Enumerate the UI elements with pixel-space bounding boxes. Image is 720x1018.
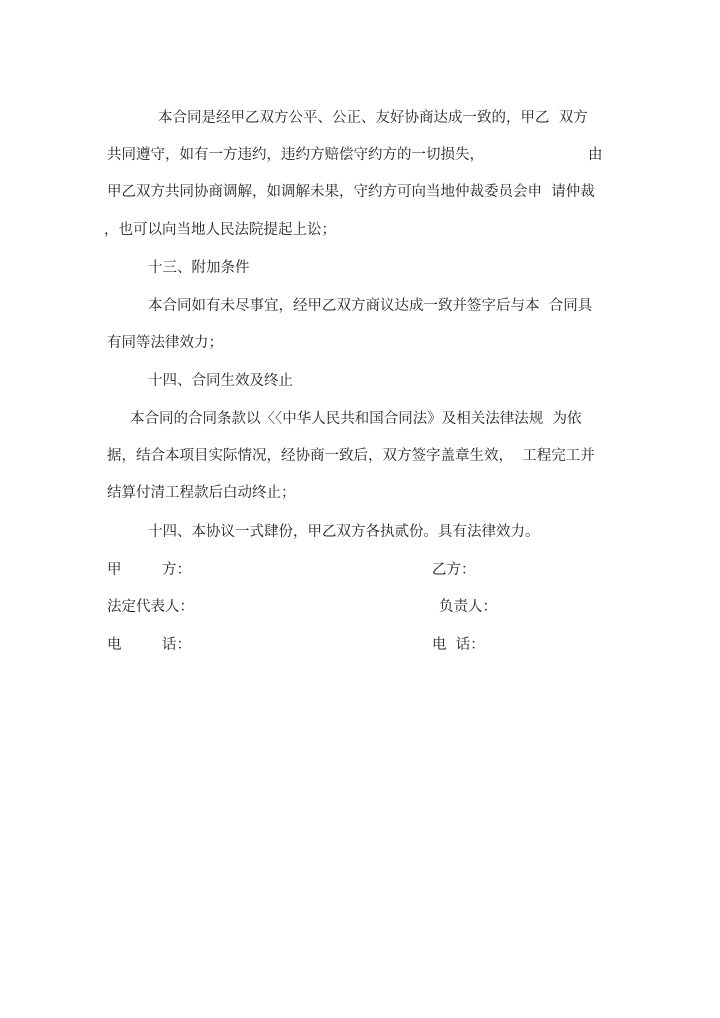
phone-a-label-1: 电 xyxy=(107,637,122,653)
section-13-line-2: 有同等法律效力； xyxy=(107,335,223,351)
dispute-line-1: 本合同是经甲乙双方公平、公正、友好协商达成一致的，甲乙 双方 xyxy=(158,110,588,126)
copies-clause: 十四、本协议一式肆份，甲乙双方各执贰份。具有法律效力。 xyxy=(148,524,540,540)
section-14-line-2: 据，结合本项目实际情况，经协商一致后，双方签字盖章生效， 工程完工并 xyxy=(107,448,595,464)
section-14-heading: 十四、合同生效及终止 xyxy=(148,373,293,389)
dispute-line-3: 甲乙双方共同协商调解，如调解未果，守约方可向当地仲裁委员会申 请仲裁 xyxy=(107,184,595,200)
section-13-line-1: 本合同如有未尽事宜，经甲乙双方商议达成一致并签字后与本 合同具 xyxy=(148,298,593,314)
dispute-line-2: 共同遵守，如有一方违约，违约方赔偿守约方的一切损失， xyxy=(107,147,484,163)
phone-a-label-2: 话： xyxy=(162,637,191,653)
section-13-heading: 十三、附加条件 xyxy=(148,260,250,276)
party-b-label: 乙方： xyxy=(432,562,476,578)
party-a-label-1: 甲 xyxy=(107,562,122,578)
section-14-line-1: 本合同的合同条款以〈〈中华人民共和国合同法》及相关法律法规 为依 xyxy=(130,411,582,427)
section-14-line-3: 结算付清工程款后白动终止； xyxy=(107,485,296,501)
legal-rep-label: 法定代表人： xyxy=(107,599,194,615)
party-a-label-2: 方： xyxy=(162,562,191,578)
responsible-person-label: 负责人： xyxy=(439,599,497,615)
dispute-line-2-end: 由 xyxy=(588,147,603,163)
dispute-line-4: ，也可以向当地人民法院提起上讼； xyxy=(104,222,336,238)
phone-b-label: 电 话： xyxy=(432,637,485,653)
